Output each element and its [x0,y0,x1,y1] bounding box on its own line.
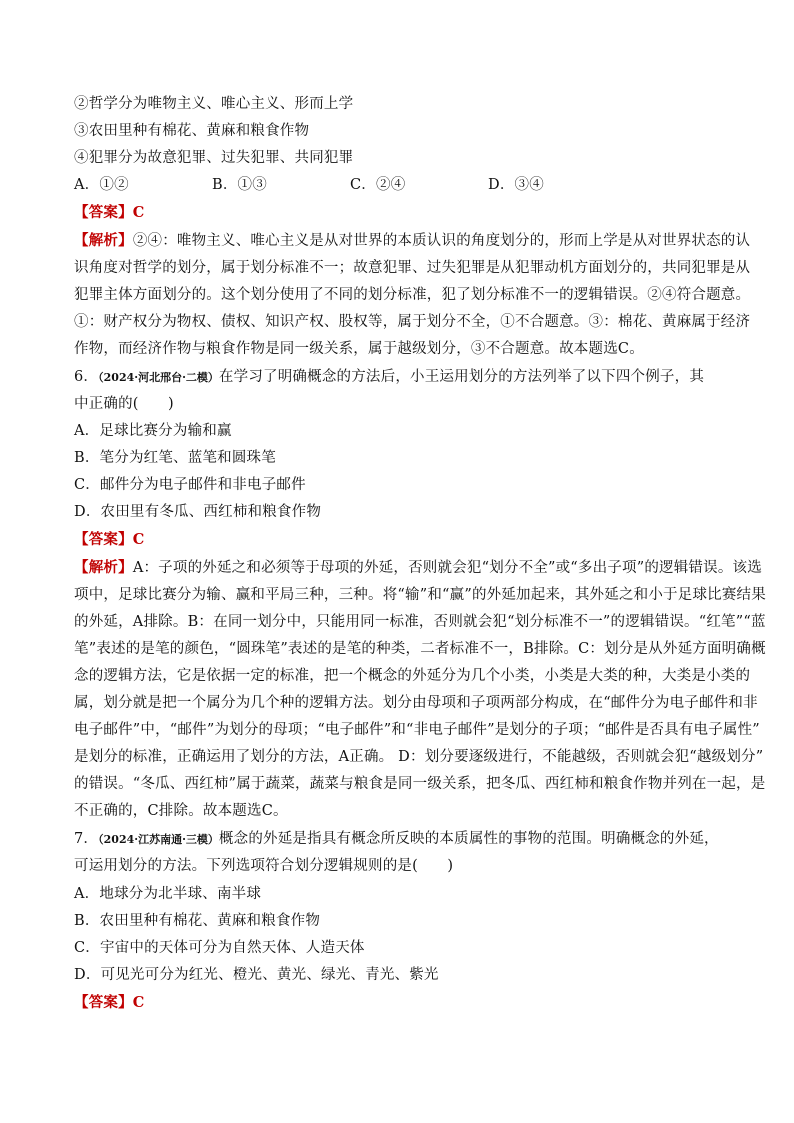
question-source: （2024·江苏南通·三模） [98,833,219,846]
analysis-line: 识角度对哲学的划分，属于划分标准不一；故意犯罪、过失犯罪是从犯罪动机方面划分的，共同犯罪是从 [74,260,751,276]
choice-d: D．③④ [488,177,544,193]
analysis-line: 犯罪主体方面划分的。这个划分使用了不同的划分标准，犯了划分标准不一的逻辑错误。②④符合题意。 [74,287,751,303]
analysis-line: 笔”表述的是笔的颜色，“圆珠笔”表述的是笔的种类，二者标准不一，B排除。C：划分是从外延方面明确概 [74,641,766,657]
question-stem-cont: 中正确的( ) [74,396,174,412]
choice-c: C．宇宙中的天体可分为自然天体、人造天体 [74,940,365,956]
analysis-line: 的外延，A排除。B：在同一划分中，只能用同一标准，否则就会犯“划分标准不一”的逻辑错误。“红笔”“蓝 [74,614,766,630]
analysis-text: ②④：唯物主义、唯心主义是从对世界的本质认识的角度划分的，形而上学是从对世界状态的认 [132,233,751,249]
analysis-line: 作物，而经济作物与粮食作物是同一级关系，属于越级划分，③不合题意。故本题选C。 [74,341,644,357]
choice-d: D．可见光可分为红光、橙光、黄光、绿光、青光、紫光 [74,967,439,983]
choice-c: C．邮件分为电子邮件和非电子邮件 [74,477,306,493]
option-item-4: ④犯罪分为故意犯罪、过失犯罪、共同犯罪 [74,150,354,166]
question-7-stem [74,826,724,853]
question-6-stem [74,364,724,391]
analysis-line: 念的逻辑方法，它是依据一定的标准，把一个概念的外延分为几个小类，小类是大类的种，大类是小类的 [74,668,751,684]
analysis-label: 【解析】 [74,232,133,249]
choice-b: B．农田里种有棉花、黄麻和粮食作物 [74,913,321,929]
analysis-line [74,228,751,254]
choice-d: D．农田里有冬瓜、西红柿和粮食作物 [74,504,322,520]
question-number: 6． [74,369,99,385]
choice-b: B．①③ [212,177,267,193]
choice-a: A．足球比赛分为输和赢 [74,423,232,439]
question-stem-cont: 可运用划分的方法。下列选项符合划分逻辑规则的是( ) [74,858,454,874]
question-stem: 概念的外延是指具有概念所反映的本质属性的事物的范围。明确概念的外延， [218,831,719,847]
choice-c: C．②④ [350,177,406,193]
analysis-line: 电子邮件”中，“邮件”为划分的母项；“电子邮件”和“非电子邮件”是划分的子项；“邮件是否具有电子属性” [74,722,760,738]
choice-a: A．地球分为北半球、南半球 [74,886,262,902]
analysis-text: A：子项的外延之和必须等于母项的外延，否则就会犯“划分不全”或“多出子项”的逻辑错误。该选 [132,560,762,576]
answer-label: 【答案】C [74,204,145,221]
answer-label: 【答案】C [74,531,145,548]
analysis-line: 项中，足球比赛分为输、赢和平局三种，三种。将“输”和“赢”的外延加起来，其外延之和小于足球比赛结果 [74,587,766,603]
choice-row [74,172,724,198]
analysis-line: 的错误。“冬瓜、西红柿”属于蔬菜，蔬菜与粮食是同一级关系，把冬瓜、西红柿和粮食作物并列在一起，是 [74,776,766,792]
analysis-line: 不正确的，C排除。故本题选C。 [74,803,288,819]
analysis-label: 【解析】 [74,559,133,576]
question-number: 7． [74,831,99,847]
analysis-line: 是划分的标准，正确运用了划分的方法，A正确。 D：划分要逐级进行，不能越级，否则就会犯“越级划分” [74,749,764,765]
choice-a: A．①② [74,177,129,193]
question-stem: 在学习了明确概念的方法后，小王运用划分的方法列举了以下四个例子，其 [218,369,705,385]
choice-b: B．笔分为红笔、蓝笔和圆珠笔 [74,450,276,466]
analysis-line: 属，划分就是把一个属分为几个种的逻辑方法。划分由母项和子项两部分构成，在“邮件分为电子邮件和非 [74,695,758,711]
option-item-2: ②哲学分为唯物主义、唯心主义、形而上学 [74,96,354,112]
question-source: （2024·河北邢台·二模） [98,371,219,384]
answer-label: 【答案】C [74,994,145,1011]
analysis-line [74,555,762,581]
option-item-3: ③农田里种有棉花、黄麻和粮食作物 [74,123,310,139]
analysis-line: ①：财产权分为物权、债权、知识产权、股权等，属于划分不全，①不合题意。③：棉花、黄麻属于经济 [74,314,751,330]
